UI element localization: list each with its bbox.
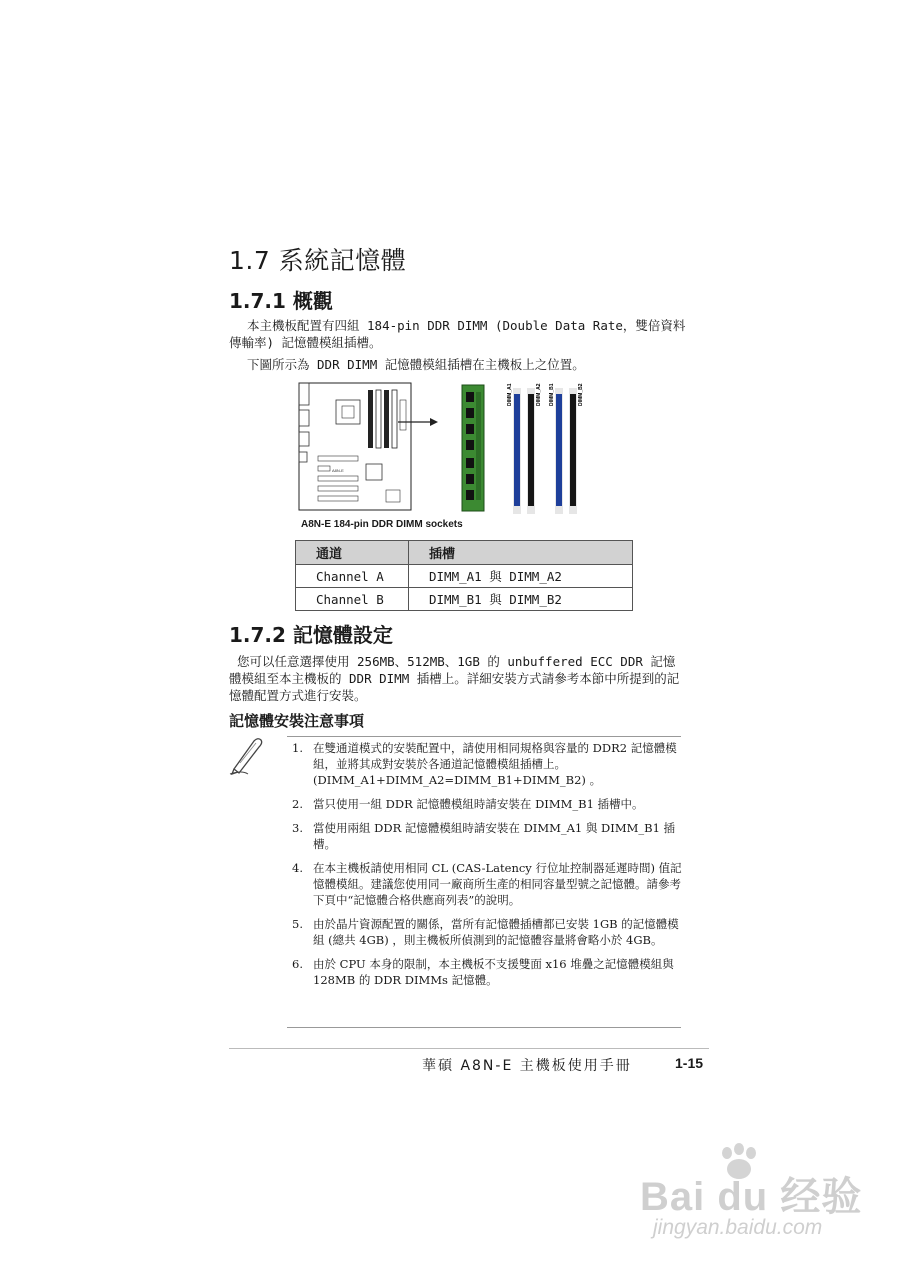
dimm-socket-figure — [296, 378, 606, 518]
notes-top-rule — [287, 736, 681, 737]
channel-b-name: Channel B — [296, 588, 409, 611]
overview-para-1: 本主機板配置有四組 184-pin DDR DIMM (Double Data Rate，雙倍資料傳輸率) 記憶體模組插槽。 — [229, 318, 686, 350]
notes-title: 記憶體安裝注意事項 — [229, 712, 365, 730]
dimm-b2-label: DIMM_B2 — [578, 383, 584, 406]
note-text: 在本主機板請使用相同 CL (CAS-Latency 行位址控制器延遲時間) 值記憶體模組。建議您使用同一廠商所生產的相同容量型號之記憶體。請參考下頁中“記憶體合格供應商列表”的說明。 — [313, 861, 682, 907]
channel-a-slots: DIMM_A1 與 DIMM_A2 — [409, 565, 633, 588]
figure-caption: A8N-E 184-pin DDR DIMM sockets — [301, 519, 463, 530]
table-row — [296, 588, 633, 611]
board-model-label: A8N-E — [332, 468, 344, 473]
channel-a-name: Channel A — [296, 565, 409, 588]
overview-title: 1.7.1 概觀 — [229, 289, 333, 313]
notes-bottom-rule — [287, 1027, 681, 1028]
dimm-b2-slot — [569, 388, 577, 514]
overview-para-2: 下圖所示為 DDR DIMM 記憶體模組插槽在主機板上之位置。 — [247, 357, 585, 372]
notes-list — [292, 740, 684, 996]
pencil-note-icon — [228, 735, 264, 775]
dimm-b1-slot — [555, 388, 563, 514]
list-item — [292, 916, 684, 948]
note-text: 在雙通道模式的安裝配置中，請使用相同規格與容量的 DDR2 記憶體模組，並將其成對安裝於各通道記憶體模組插槽上。(DIMM_A1+DIMM_A2=DIMM_B1+DIMM_B2) 。 — [313, 741, 677, 787]
dimm-a1-label: DIMM_A1 — [507, 383, 513, 406]
note-number: 1. — [292, 741, 303, 755]
setup-para: 您可以任意選擇使用 256MB、512MB、1GB 的 unbuffered ECC DDR 記憶體模組至本主機板的 DDR DIMM 插槽上。詳細安裝方式請參考本節中所提到的記憶體配置方式進行安裝。 — [229, 654, 680, 703]
note-text: 當只使用一組 DDR 記憶體模組時請安裝在 DIMM_B1 插槽中。 — [313, 797, 644, 811]
note-text: 由於 CPU 本身的限制，本主機板不支援雙面 x16 堆疊之記憶體模組與 128MB 的 DDR DIMMs 記憶體。 — [313, 957, 674, 987]
note-text: 當使用兩組 DDR 記憶體模組時請安裝在 DIMM_A1 與 DIMM_B1 插槽。 — [313, 821, 676, 851]
memory-module — [462, 385, 484, 511]
watermark-url: jingyan.baidu.com — [653, 1216, 823, 1239]
setup-title: 1.7.2 記憶體設定 — [229, 623, 393, 647]
note-number: 3. — [292, 821, 303, 835]
watermark-brand: Bai du 经验 — [640, 1175, 863, 1219]
note-number: 2. — [292, 797, 303, 811]
note-number: 4. — [292, 861, 303, 875]
pointer-arrowhead — [430, 418, 438, 426]
footer-rule — [229, 1048, 709, 1049]
list-item — [292, 956, 684, 988]
note-text: 由於晶片資源配置的關係，當所有記憶體插槽都已安裝 1GB 的記憶體模組 (總共 4GB) ，則主機板所偵測到的記憶體容量將會略小於 4GB。 — [313, 917, 679, 947]
page-number: 1-15 — [675, 1055, 704, 1071]
list-item — [292, 796, 684, 812]
list-item — [292, 820, 684, 852]
section-title: 1.7 系統記憶體 — [229, 246, 407, 275]
header-channel: 通道 — [296, 541, 409, 565]
dimm-a2-label: DIMM_A2 — [536, 383, 542, 406]
note-number: 5. — [292, 917, 303, 931]
footer-title: 華碩 A8N-E 主機板使用手冊 — [422, 1058, 632, 1074]
channel-b-slots: DIMM_B1 與 DIMM_B2 — [409, 588, 633, 611]
table-row — [296, 565, 633, 588]
dimm-a1-slot — [513, 388, 521, 514]
channel-table — [295, 540, 633, 611]
header-slot: 插槽 — [409, 541, 633, 565]
motherboard-diagram — [299, 383, 411, 510]
list-item — [292, 740, 684, 788]
dimm-b1-label: DIMM_B1 — [549, 383, 555, 406]
list-item — [292, 860, 684, 908]
channel-table-header — [296, 541, 633, 565]
dimm-a2-slot — [527, 388, 535, 514]
note-number: 6. — [292, 957, 303, 971]
